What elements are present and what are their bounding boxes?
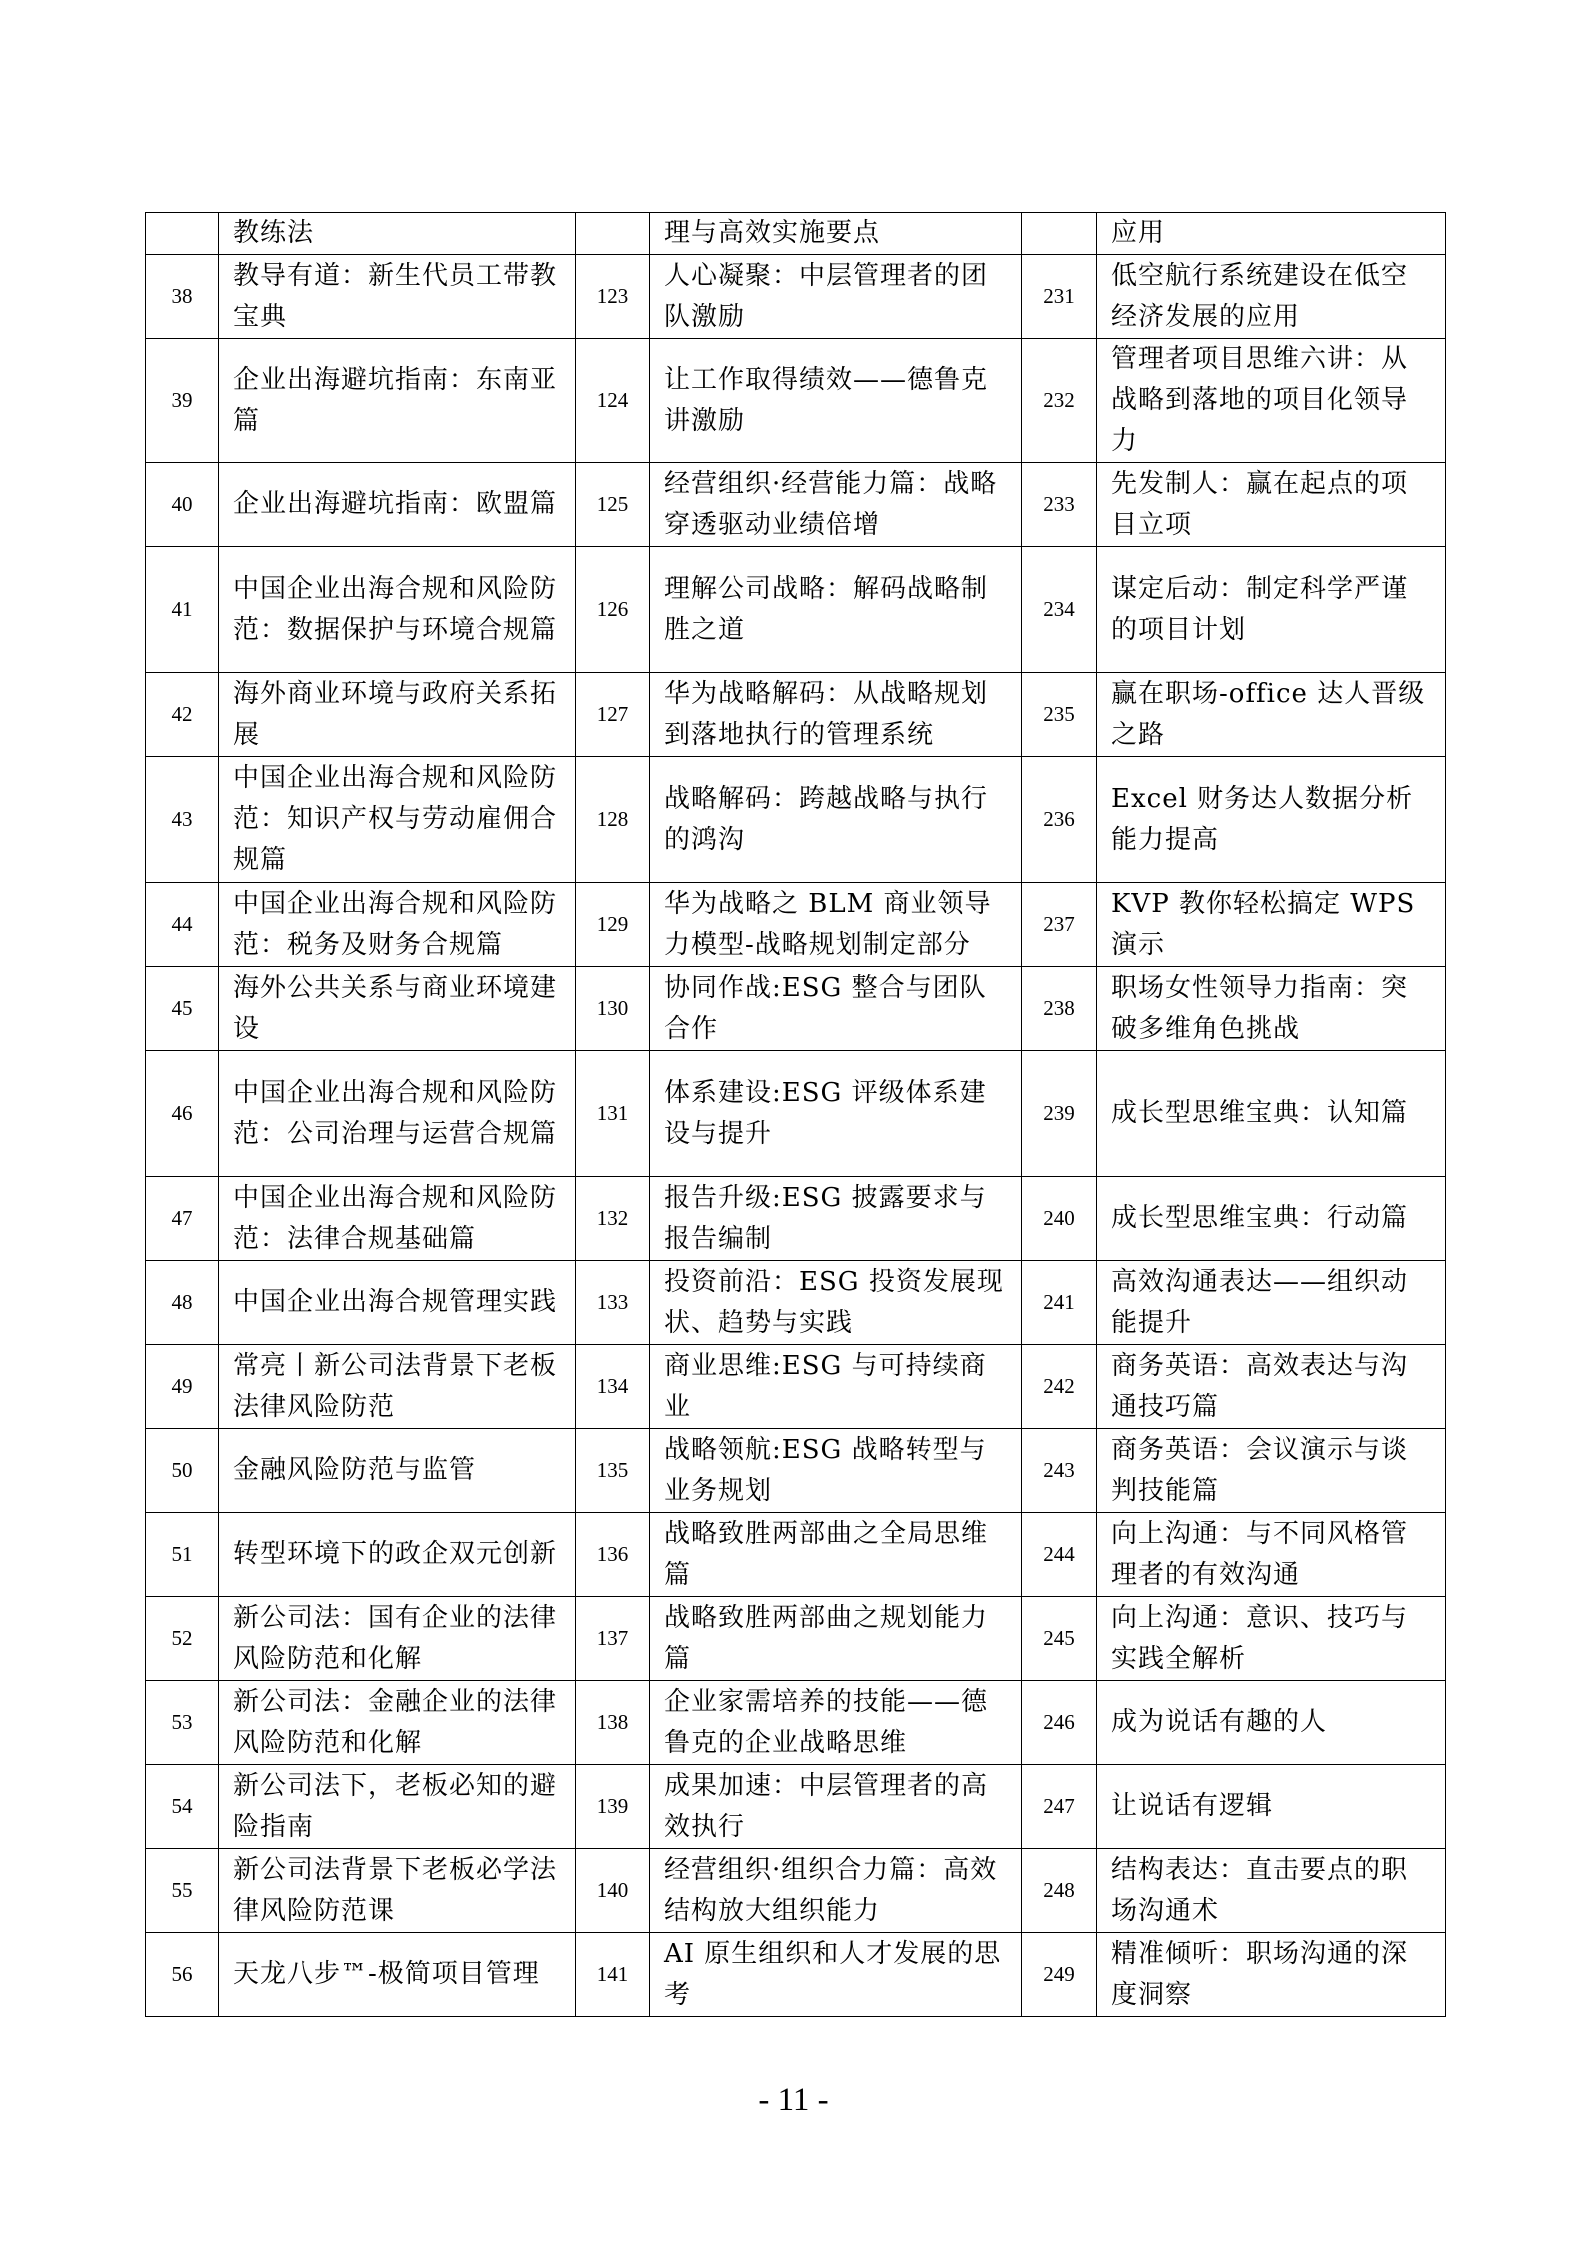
course-title: 成为说话有趣的人 (1097, 1681, 1446, 1765)
course-number: 45 (146, 967, 219, 1051)
course-number: 130 (576, 967, 650, 1051)
course-number: 246 (1022, 1681, 1097, 1765)
course-number (576, 213, 650, 255)
course-number: 242 (1022, 1345, 1097, 1429)
course-number: 129 (576, 883, 650, 967)
table-row (146, 1597, 1446, 1681)
table-row (146, 1513, 1446, 1597)
course-number: 52 (146, 1597, 219, 1681)
course-number: 239 (1022, 1051, 1097, 1177)
course-number: 248 (1022, 1849, 1097, 1933)
course-number: 241 (1022, 1261, 1097, 1345)
course-title: 教练法 (219, 213, 576, 255)
course-number: 41 (146, 547, 219, 673)
course-number: 249 (1022, 1933, 1097, 2017)
table-row (146, 673, 1446, 757)
course-title: 转型环境下的政企双元创新 (219, 1513, 576, 1597)
course-number: 236 (1022, 757, 1097, 883)
table-row (146, 339, 1446, 463)
table-row (146, 1765, 1446, 1849)
course-number: 138 (576, 1681, 650, 1765)
course-title: 结构表达：直击要点的职场沟通术 (1097, 1849, 1446, 1933)
course-title: 低空航行系统建设在低空经济发展的应用 (1097, 255, 1446, 339)
course-title: 天龙八步™-极简项目管理 (219, 1933, 576, 2017)
course-title: 新公司法下，老板必知的避险指南 (219, 1765, 576, 1849)
table-row (146, 757, 1446, 883)
course-number: 233 (1022, 463, 1097, 547)
course-title: 谋定后动：制定科学严谨的项目计划 (1097, 547, 1446, 673)
course-title: 中国企业出海合规和风险防范：知识产权与劳动雇佣合规篇 (219, 757, 576, 883)
course-title: 成长型思维宝典：认知篇 (1097, 1051, 1446, 1177)
course-title: 中国企业出海合规和风险防范：公司治理与运营合规篇 (219, 1051, 576, 1177)
course-title: 战略领航:ESG 战略转型与业务规划 (650, 1429, 1022, 1513)
course-title: 职场女性领导力指南：突破多维角色挑战 (1097, 967, 1446, 1051)
course-number: 135 (576, 1429, 650, 1513)
course-number: 53 (146, 1681, 219, 1765)
course-number: 247 (1022, 1765, 1097, 1849)
course-number: 240 (1022, 1177, 1097, 1261)
course-number (146, 213, 219, 255)
course-number: 139 (576, 1765, 650, 1849)
course-number: 141 (576, 1933, 650, 2017)
course-number: 238 (1022, 967, 1097, 1051)
course-number: 128 (576, 757, 650, 883)
course-title: 理与高效实施要点 (650, 213, 1022, 255)
table-row (146, 1933, 1446, 2017)
course-title: 向上沟通：意识、技巧与实践全解析 (1097, 1597, 1446, 1681)
course-number: 40 (146, 463, 219, 547)
course-title: 管理者项目思维六讲：从战略到落地的项目化领导力 (1097, 339, 1446, 463)
course-title: 先发制人：赢在起点的项目立项 (1097, 463, 1446, 547)
course-number: 234 (1022, 547, 1097, 673)
course-number: 235 (1022, 673, 1097, 757)
course-number: 48 (146, 1261, 219, 1345)
course-number: 127 (576, 673, 650, 757)
course-title: 成长型思维宝典：行动篇 (1097, 1177, 1446, 1261)
course-title: 让说话有逻辑 (1097, 1765, 1446, 1849)
course-number: 123 (576, 255, 650, 339)
course-number: 46 (146, 1051, 219, 1177)
table-row (146, 1681, 1446, 1765)
table-row (146, 213, 1446, 255)
course-number: 43 (146, 757, 219, 883)
course-title: 向上沟通：与不同风格管理者的有效沟通 (1097, 1513, 1446, 1597)
course-number: 124 (576, 339, 650, 463)
course-number: 55 (146, 1849, 219, 1933)
course-number: 136 (576, 1513, 650, 1597)
course-title: 赢在职场-office 达人晋级之路 (1097, 673, 1446, 757)
course-title: 海外商业环境与政府关系拓展 (219, 673, 576, 757)
course-title: 企业出海避坑指南：东南亚篇 (219, 339, 576, 463)
table-row (146, 967, 1446, 1051)
course-title: 企业出海避坑指南：欧盟篇 (219, 463, 576, 547)
course-number: 50 (146, 1429, 219, 1513)
course-number: 44 (146, 883, 219, 967)
table-row (146, 883, 1446, 967)
course-title: 体系建设:ESG 评级体系建设与提升 (650, 1051, 1022, 1177)
table-row (146, 463, 1446, 547)
table-row (146, 1051, 1446, 1177)
course-title: Excel 财务达人数据分析能力提高 (1097, 757, 1446, 883)
course-number: 47 (146, 1177, 219, 1261)
course-number: 132 (576, 1177, 650, 1261)
course-number: 137 (576, 1597, 650, 1681)
course-title: 中国企业出海合规和风险防范：法律合规基础篇 (219, 1177, 576, 1261)
course-number: 49 (146, 1345, 219, 1429)
course-number: 245 (1022, 1597, 1097, 1681)
course-title: 商业思维:ESG 与可持续商业 (650, 1345, 1022, 1429)
course-title: 新公司法背景下老板必学法律风险防范课 (219, 1849, 576, 1933)
course-title: 理解公司战略：解码战略制胜之道 (650, 547, 1022, 673)
course-title: KVP 教你轻松搞定 WPS 演示 (1097, 883, 1446, 967)
course-title: 华为战略解码：从战略规划到落地执行的管理系统 (650, 673, 1022, 757)
course-number: 54 (146, 1765, 219, 1849)
page-number: - 11 - (758, 2082, 829, 2118)
table-row (146, 1177, 1446, 1261)
course-number: 232 (1022, 339, 1097, 463)
course-title: 报告升级:ESG 披露要求与报告编制 (650, 1177, 1022, 1261)
course-number: 42 (146, 673, 219, 757)
course-number: 140 (576, 1849, 650, 1933)
course-title: 新公司法：金融企业的法律风险防范和化解 (219, 1681, 576, 1765)
course-title: 高效沟通表达——组织动能提升 (1097, 1261, 1446, 1345)
course-title: 中国企业出海合规管理实践 (219, 1261, 576, 1345)
course-number: 244 (1022, 1513, 1097, 1597)
course-title: 新公司法：国有企业的法律风险防范和化解 (219, 1597, 576, 1681)
course-title: 协同作战:ESG 整合与团队合作 (650, 967, 1022, 1051)
course-number: 134 (576, 1345, 650, 1429)
table-row (146, 255, 1446, 339)
course-title: 战略致胜两部曲之全局思维篇 (650, 1513, 1022, 1597)
course-number (1022, 213, 1097, 255)
table-row (146, 1261, 1446, 1345)
course-number: 38 (146, 255, 219, 339)
course-number: 39 (146, 339, 219, 463)
course-title: 人心凝聚：中层管理者的团队激励 (650, 255, 1022, 339)
course-title: 常亮丨新公司法背景下老板法律风险防范 (219, 1345, 576, 1429)
course-title: 商务英语：高效表达与沟通技巧篇 (1097, 1345, 1446, 1429)
course-number: 133 (576, 1261, 650, 1345)
course-title: 海外公共关系与商业环境建设 (219, 967, 576, 1051)
course-title: 金融风险防范与监管 (219, 1429, 576, 1513)
course-number: 243 (1022, 1429, 1097, 1513)
course-title: 让工作取得绩效——德鲁克讲激励 (650, 339, 1022, 463)
course-title: 商务英语：会议演示与谈判技能篇 (1097, 1429, 1446, 1513)
table-row (146, 1345, 1446, 1429)
table-row (146, 1849, 1446, 1933)
course-title: 教导有道：新生代员工带教宝典 (219, 255, 576, 339)
course-title: 投资前沿：ESG 投资发展现状、趋势与实践 (650, 1261, 1022, 1345)
course-number: 56 (146, 1933, 219, 2017)
course-title: 经营组织·经营能力篇：战略穿透驱动业绩倍增 (650, 463, 1022, 547)
course-title: 华为战略之 BLM 商业领导力模型-战略规划制定部分 (650, 883, 1022, 967)
course-title: 中国企业出海合规和风险防范：税务及财务合规篇 (219, 883, 576, 967)
course-title: 精准倾听：职场沟通的深度洞察 (1097, 1933, 1446, 2017)
course-number: 231 (1022, 255, 1097, 339)
table-row (146, 1429, 1446, 1513)
course-table (145, 212, 1446, 2017)
course-title: AI 原生组织和人才发展的思考 (650, 1933, 1022, 2017)
table-row (146, 547, 1446, 673)
course-title: 企业家需培养的技能——德鲁克的企业战略思维 (650, 1681, 1022, 1765)
course-number: 126 (576, 547, 650, 673)
course-number: 131 (576, 1051, 650, 1177)
course-title: 经营组织·组织合力篇：高效结构放大组织能力 (650, 1849, 1022, 1933)
course-title: 中国企业出海合规和风险防范：数据保护与环境合规篇 (219, 547, 576, 673)
table-body (146, 213, 1446, 2017)
course-title: 应用 (1097, 213, 1446, 255)
course-title: 成果加速：中层管理者的高效执行 (650, 1765, 1022, 1849)
course-number: 237 (1022, 883, 1097, 967)
course-title: 战略致胜两部曲之规划能力篇 (650, 1597, 1022, 1681)
course-title: 战略解码：跨越战略与执行的鸿沟 (650, 757, 1022, 883)
course-number: 125 (576, 463, 650, 547)
course-number: 51 (146, 1513, 219, 1597)
